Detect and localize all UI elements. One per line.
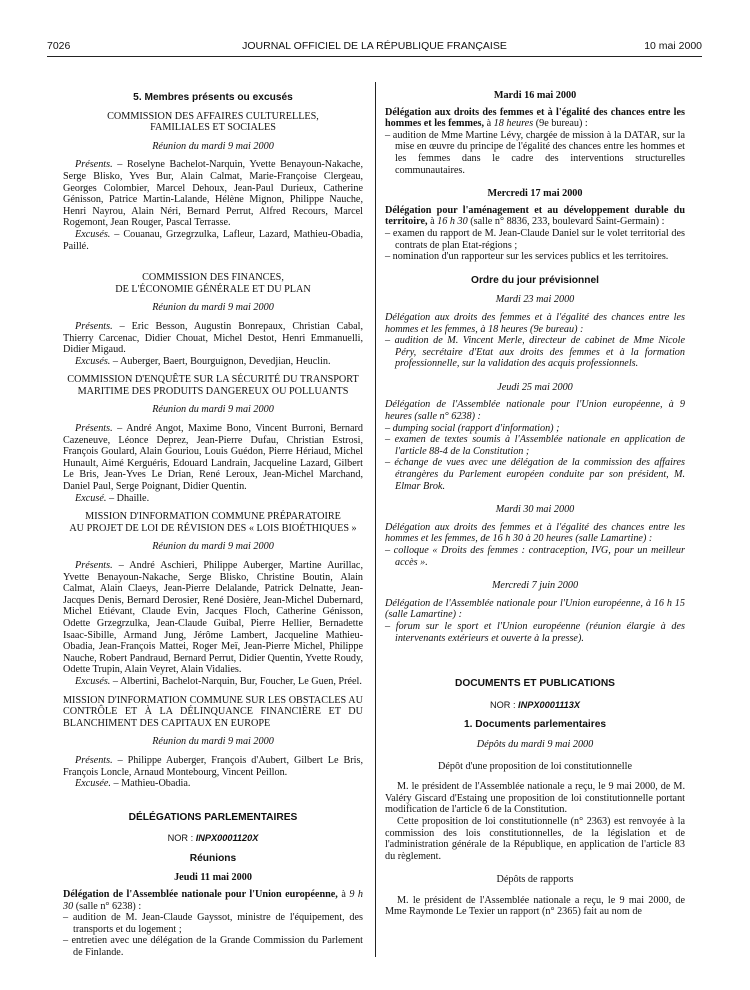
commission-title: COMMISSION DES AFFAIRES CULTURELLES, bbox=[107, 110, 319, 122]
delegation-heading: Délégation aux droits des femmes et à l'égalité des chances entre les hommes et les femmes, à 18 heures (9e bureau) : bbox=[385, 311, 685, 335]
nor-code: INPX0001113X bbox=[518, 699, 581, 710]
section-title: 5. Membres présents ou excusés bbox=[133, 92, 293, 103]
commission-block bbox=[63, 111, 363, 253]
day-heading: Jeudi 11 mai 2000 bbox=[174, 872, 252, 884]
excused-list bbox=[63, 229, 363, 252]
excused-list bbox=[63, 778, 363, 790]
present-label: Présents. bbox=[75, 320, 113, 332]
excused-label: Excusés. bbox=[75, 228, 111, 240]
delegation-heading bbox=[385, 205, 685, 228]
delegation-connector: à bbox=[484, 118, 494, 130]
body-paragraph: M. le président de l'Assemblée nationale a reçu, le 9 mai 2000, de M. Valéry Giscard d'Estaing une proposition de loi constitutionnelle portant modification de l'article 6 de la Constitution. bbox=[385, 781, 685, 816]
excused-list bbox=[63, 356, 363, 368]
agenda-item: – colloque « Droits des femmes : contraception, IVG, pour un meilleur accès ». bbox=[385, 545, 685, 568]
header-rule bbox=[47, 56, 702, 57]
excused-names: – Dhaille. bbox=[106, 492, 150, 504]
excused-names: – Albertini, Bachelot-Narquin, Bur, Foucher, Le Guen, Préel. bbox=[110, 675, 362, 687]
present-list bbox=[63, 755, 363, 778]
delegation-room: (salle n° 6238) : bbox=[73, 900, 142, 912]
excused-names: – Mathieu-Obadia. bbox=[110, 778, 191, 790]
commission-title: COMMISSION D'ENQUÊTE SUR LA SÉCURITÉ DU TRANSPORT bbox=[67, 374, 359, 386]
day-heading: Jeudi 25 mai 2000 bbox=[497, 381, 573, 393]
commission-title: COMMISSION DES FINANCES, bbox=[142, 272, 284, 284]
meeting-date: Réunion du mardi 9 mai 2000 bbox=[152, 541, 274, 553]
agenda-item: – forum sur le sport et l'Union européenne (réunion élargie à des intervenants extérieurs et ouverte à la presse). bbox=[385, 620, 685, 644]
present-names: – Philippe Auberger, François d'Aubert, Gilbert Le Bris, François Loncle, Arnaud Montebourg, Vincent Peillon. bbox=[63, 754, 363, 778]
present-names: – Roselyne Bachelot-Narquin, Yvette Benayoun-Nakache, Serge Blisko, Yves Bur, Alain Calmat, Marie-Françoise Clergeau, Georges Colombier, Marcel Dehoux, Jean-Paul Durieux, Catherine Génisson, Patrice Martin-Lalande, Hélène Mignon, Philippe Nauche, Henri Nayrou, Alain Néri, Bernard Perrut, Alfred Recours, Marcel Rogemont, Jean Rouger, Pascal Terrasse. bbox=[63, 159, 363, 229]
delegation-heading: Délégation de l'Assemblée nationale pour l'Union européenne, à 9 heures (salle n° 6238) : bbox=[385, 399, 685, 423]
agenda-item: – dumping social (rapport d'information) ; bbox=[385, 422, 560, 434]
body-paragraph: Cette proposition de loi constitutionnelle (n° 2363) est renvoyée à la commission des lois constitutionnelles, de la législation et de l'administration générale de la République, en application de l'article 83 du règlement. bbox=[385, 815, 685, 862]
day-heading: Mercredi 17 mai 2000 bbox=[487, 188, 583, 200]
day-heading: Mercredi 7 juin 2000 bbox=[491, 580, 579, 592]
commission-title: FAMILIALES ET SOCIALES bbox=[150, 122, 276, 134]
nor-code: INPX0001120X bbox=[195, 833, 259, 844]
commission-block bbox=[63, 374, 363, 504]
delegations-title: DÉLÉGATIONS PARLEMENTAIRES bbox=[128, 811, 298, 823]
agenda-item: – échange de vues avec une délégation de la commission des affaires étrangères du Parlement européen conduite par son président, M. Elmar Brok. bbox=[385, 457, 685, 492]
reunions-title: Réunions bbox=[189, 852, 237, 864]
commission-block bbox=[63, 511, 363, 687]
page-header bbox=[47, 40, 702, 56]
page-number: 7026 bbox=[47, 40, 71, 52]
delegation-name: Délégation aux droits des femmes et à l'égalité des chances entre les hommes et les femmes, bbox=[385, 106, 685, 130]
present-label: Présents. bbox=[75, 423, 113, 435]
present-list bbox=[63, 423, 363, 493]
commission-title: MARITIME DES PRODUITS DANGEREUX OU POLLUANTS bbox=[77, 385, 349, 397]
delegation-heading: Délégation de l'Assemblée nationale pour l'Union européenne, à 16 h 15 (salle Lamartine) : bbox=[385, 597, 685, 621]
documents-title: DOCUMENTS ET PUBLICATIONS bbox=[455, 678, 615, 690]
meeting-date: Réunion du mardi 9 mai 2000 bbox=[152, 140, 274, 152]
present-label: Présents. bbox=[75, 754, 113, 766]
meeting-date: Réunion du mardi 9 mai 2000 bbox=[152, 302, 274, 314]
ordre-title: Ordre du jour prévisionnel bbox=[471, 274, 599, 286]
present-list bbox=[63, 159, 363, 229]
excused-list bbox=[63, 676, 363, 688]
present-names: – André Aschieri, Philippe Auberger, Martine Aurillac, Yvette Benayoun-Nakache, Serge Blisko, Christine Boutin, Alain Calmat, Alain Claeys, Jean-Pierre Delalande, Patrick Delnatte, Jean-Jacques Denis, Bernard Derosier, René Dosière, Jean-Michel Dubernard, Michel Etiévant, Claude Evin, Jacques Floch, Catherine Génisson, Odette Grzegrzulka, Jean-Claude Guibal, Pierre Hellier, Bernadette Isaac-Sibille, Armand Jung, Jérôme Lambert, Jacqueline Mathieu-Obadia, Jean-François Mattei, Roger Meï, Jean-Pierre Michel, Philippe Nauche, Robert Pandraud, Bernard Perrut, Didier Quentin, Yvette Roudy, Odette Trupin, Alain Veyret, Alain Vidalies. bbox=[63, 560, 363, 676]
day-heading: Mardi 16 mai 2000 bbox=[493, 90, 577, 101]
commission-block bbox=[63, 272, 363, 367]
excused-names: – Couanau, Grzegrzulka, Lafleur, Lazard, Mathieu-Obadia, Paillé. bbox=[63, 228, 363, 252]
commission-title: MISSION D'INFORMATION COMMUNE PRÉPARATOIRE bbox=[85, 511, 341, 523]
excused-label: Excusée. bbox=[75, 778, 111, 790]
meeting-date: Réunion du mardi 9 mai 2000 bbox=[152, 404, 274, 416]
commission-title: DE L'ÉCONOMIE GÉNÉRALE ET DU PLAN bbox=[115, 283, 311, 295]
agenda-item: – audition de Mme Martine Lévy, chargée de mission à la DATAR, sur la mise en œuvre du principe de l'égalité des chances entre les hommes et les femmes dans le cadre des interventions structurelles communautaires. bbox=[385, 129, 685, 176]
left-column bbox=[63, 88, 363, 959]
excused-label: Excusé. bbox=[75, 492, 107, 504]
delegation-name: Délégation pour l'aménagement et au développement durable du territoire, bbox=[385, 204, 685, 228]
present-names: – Eric Besson, Augustin Bonrepaux, Christian Cabal, Thierry Carcenac, Didier Chouat, Michel Destot, Henri Emmanuelli, Didier Migaud. bbox=[63, 320, 363, 356]
present-list bbox=[63, 560, 363, 676]
documents-subtitle: 1. Documents parlementaires bbox=[463, 719, 607, 731]
nor-label: NOR : bbox=[489, 699, 519, 710]
delegation-name: Délégation de l'Assemblée nationale pour l'Union européenne, bbox=[63, 889, 338, 901]
column-divider bbox=[375, 82, 376, 957]
nor-reference bbox=[385, 700, 685, 712]
delegation-time: 16 h 30 bbox=[437, 216, 468, 228]
present-list bbox=[63, 321, 363, 356]
deposit-heading: Dépôt d'une proposition de loi constitutionnelle bbox=[438, 760, 632, 772]
delegation-heading: Délégation aux droits des femmes et à l'égalité des chances entre les hommes et les femmes, de 16 h 30 à 20 heures (salle Lamartine) : bbox=[385, 521, 685, 545]
excused-names: – Auberger, Baert, Bourguignon, Devedjian, Heuclin. bbox=[110, 355, 331, 367]
agenda-item: – examen du rapport de M. Jean-Claude Daniel sur le volet territorial des contrats de plan Etat-régions ; bbox=[385, 227, 685, 251]
commission-title: AU PROJET DE LOI DE RÉVISION DES « LOIS BIOÉTHIQUES » bbox=[69, 522, 357, 534]
delegation-room: (9e bureau) : bbox=[533, 118, 588, 130]
agenda-item: – nomination d'un rapporteur sur les services publics et les territoires. bbox=[385, 251, 669, 263]
day-heading: Mardi 23 mai 2000 bbox=[495, 294, 575, 306]
nor-reference bbox=[63, 833, 363, 845]
commission-title: MISSION D'INFORMATION COMMUNE SUR LES OBSTACLES AU CONTRÔLE ET À LA DÉLINQUANCE FINANCIÈRE ET DU BLANCHIMENT DES CAPITAUX EN EUROPE bbox=[63, 694, 363, 729]
excused-list bbox=[63, 493, 363, 505]
delegation-heading bbox=[63, 889, 363, 912]
deposit-date: Dépôts du mardi 9 mai 2000 bbox=[476, 738, 594, 750]
present-names: – André Angot, Maxime Bono, Vincent Burroni, Bernard Cazeneuve, Léonce Deprez, Jean-Pierre Dufau, Christian Estrosi, François Goulard, Alain Gouriou, Louis Guédon, Pierre Hériaud, Michel Hunault, Aimé Kerguéris, Edouard Landrain, Jacqueline Lazard, Gilbert Le Bris, Jean-Yves Le Drian, René Leroux, Jean-Michel Marchand, Daniel Paul, Serge Poignant, Didier Quentin. bbox=[63, 423, 363, 493]
agenda-item: – examen de textes soumis à l'Assemblée nationale en application de l'article 88-4 de la Constitution ; bbox=[385, 434, 685, 457]
present-label: Présents. bbox=[75, 560, 113, 571]
body-paragraph: M. le président de l'Assemblée nationale a reçu, le 9 mai 2000, de Mme Raymonde Le Texier un rapport (n° 2365) fait au nom de bbox=[385, 894, 685, 918]
agenda-item: – audition de M. Jean-Claude Gayssot, ministre de l'équipement, des transports et du logement ; bbox=[63, 912, 363, 935]
journal-title: JOURNAL OFFICIEL DE LA RÉPUBLIQUE FRANÇAISE bbox=[242, 40, 507, 52]
meeting-date: Réunion du mardi 9 mai 2000 bbox=[152, 736, 274, 748]
day-heading: Mardi 30 mai 2000 bbox=[495, 504, 575, 516]
commission-block bbox=[63, 695, 363, 790]
delegation-connector: à bbox=[427, 216, 438, 228]
excused-label: Excusés. bbox=[75, 355, 111, 367]
delegation-room: (salle n° 8836, 233, boulevard Saint-Germain) : bbox=[467, 216, 665, 228]
delegation-time: 18 heures bbox=[493, 118, 534, 130]
right-column bbox=[385, 88, 685, 918]
agenda-item: – entretien avec une délégation de la Grande Commission du Parlement de Finlande. bbox=[63, 935, 363, 959]
issue-date: 10 mai 2000 bbox=[644, 40, 702, 52]
delegation-heading bbox=[385, 107, 685, 130]
excused-label: Excusés. bbox=[75, 675, 111, 687]
deposit-heading: Dépôts de rapports bbox=[496, 874, 574, 886]
agenda-item: – audition de M. Vincent Merle, directeur de cabinet de Mme Nicole Péry, secrétaire d'Etat aux droits des femmes et à la formation professionnelle, sur la validation des acquis professionnels. bbox=[385, 335, 685, 370]
delegation-connector: à bbox=[337, 889, 350, 901]
nor-label: NOR : bbox=[167, 833, 196, 844]
present-label: Présents. bbox=[75, 159, 113, 171]
delegation-time: 9 h 30 bbox=[63, 889, 363, 912]
